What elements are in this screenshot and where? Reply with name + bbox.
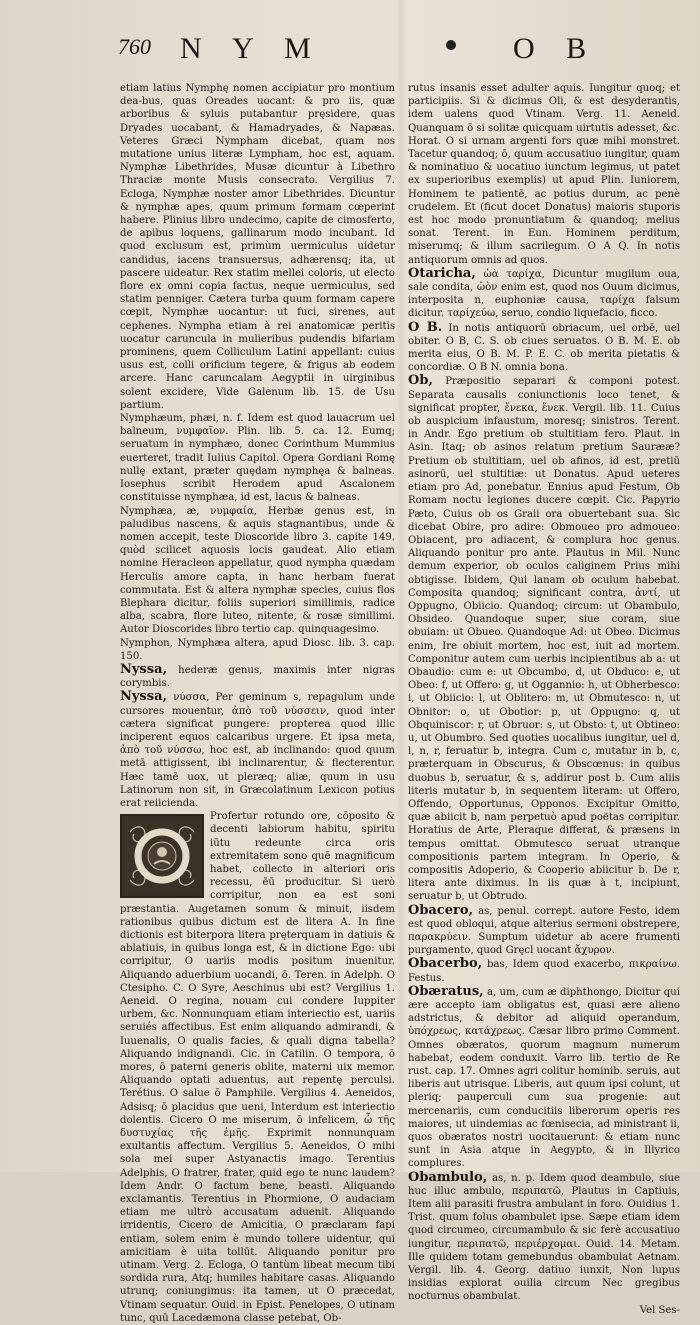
right-column [408, 82, 680, 1316]
catchword: Vel Ses- [639, 1304, 680, 1316]
obambulo-headword: Obambulo, [408, 1169, 488, 1185]
ob-preposition-entry [408, 374, 680, 903]
ob-abbrev-headword: O B. [408, 319, 443, 335]
decorated-initial-o [120, 814, 204, 898]
obaeratus-headword: Obæratus, [408, 983, 484, 999]
nyssa-entry [120, 663, 395, 690]
ob-abbrev-entry [408, 321, 680, 375]
header-right-letters: O B [513, 32, 599, 65]
nyssa-headword: Nyssa, [120, 661, 168, 677]
ob-preposition-definition: Præpositio separari & componi potest. Separata causalis coniunctionis loco tenet, & significat propter, ἕνεκα, ἕνεκ. Vergil. lib. 11. Cuius ob auspicium infaustum, moresq; sinistros. Terent. in Andr. Ego pretium ob stultitiam fero. Plaut. in Asin. Itaq; ob asinos relatum pretium Saurææ? Pretium ob stultitiam, uel ob afinos, id est, pretiū asinorū, uel stultitiæ: ut Donatus. Apud ueteres etiam pro Ad, ponebatur. Ennius apud Festum, Ob Romam noctu legiones ducere cœpit. Cic. Papyrio Pæto, Cuius ob os Graii ora obuertebant sua. Sic dicebat Obire, pro adire: Obmoueo pro admoueo: Obiacent, pro adiacent, & complura hoc genus. Aliquando ponitur pro ante. Plautus in Mil. Nunc demum experior, ob oculos caliginem Prius mihi obtigisse. Ibidem, Qui lanam ob oculum habebat. Composita quandoq; significant contra, ἀντί, ut Oppugno, Obiicio. Quandoq; circum: ut Obambulo, Obsideo. Quandoque super, siue coram, siue obuiam: ut Obueo. Quandoque Ad: ut Obeo. Dicimus enim, Ire obiuit mortem, hoc est, iuit ad mortem. Componitur autem cum uerbis incipientibus ab a: ut Obaudio: cum e: ut Obcumbo, d, ut Obduco: e, ut Obeo: f, ut Offero: g, ut Oggannio: h, ut Obherbesco: i, ut Obiicio: l, ut Oblitero: m, ut Obmutesco: n, ut Obnitor: o, ut Obotior: p, ut Oppugno: q, ut Obquiniscor: r, ut Obruor: s, ut Obsto: t, ut Obtineo: u, ut Obumbro. Sed quoties uocalibus iungitur, uel d, l, n, r, feruatur b, integra. Cum c, mutatur in b, c, præterquam in Obscurus, & Obscœnus: in quibus duobus b, seruatur, & s, addirur post b. Cum aliis literis mutatur b, in sequentem literam: ut Offero, Offendo, Opportunus, Opponos. Excipitur Omitto, quæ abiicit b, nam perpetuò apud poëtas corripitur. Horatius de Arte, Pleraque differat, & præsens in tempus omittat. Obmutesco seruat utranque compositionis partem integram. In Operio, & compositis Adoperio, & Cooperio abiicitur b. De r, litera ante diximus. In iis quæ à t, incipiunt, seruatur b, ut Obtrudo. [408, 376, 680, 903]
otaricha-headword: Otaricha, [408, 265, 476, 281]
nymphon-entry: Nymphon, Nymphæa altera, apud Diosc. lib. 3. cap. 150. [120, 637, 395, 662]
obacerbo-entry [408, 957, 680, 984]
obambulo-definition: as, n. p. Idem quod deambulo, siue huc illuc ambulo, περιπατῶ, Plautus in Captiuis, Item alii parasiti frustra ambulant in foro. Ouidius 1. Trist. quum folus obambulet ipse. Sæpe etiam idem quod circumeo, circumambulo & sic ferè accusatiuo iungitur, περιπατῶ, περιέρχομαι. Ouid. 14. Metam. Ille quidem totam gemebundus obambulat Aetnam. Vergil. lib. 4. Georg. datiuo iunxit, Non lupus insidias explorat ouilia circum Nec gregibus nocturnus obambulat. [408, 1172, 680, 1303]
obacerbo-headword: Obacerbo, [408, 956, 483, 972]
obacero-definition: as, penul. corrept. autore Festo, idem est quod obloqui, atque alterius sermoni obstrepere, παρακρύειν. Sumptum uidetur ab acere frumenti purgamento, quod Gręcl uocant ἄχυρον. [408, 905, 680, 957]
nyssa-second-headword: Nyssa, [120, 689, 168, 705]
header-ornament-dot [446, 40, 456, 50]
gutter-shadow [396, 0, 406, 1172]
header-left-letters: N Y M [180, 32, 323, 65]
letter-o-section [120, 810, 395, 1325]
letter-o-text: Profertur rotundo ore, cōposito & decenti labiorum habitu, spiritu iūtu redeunte circa oris extremitatem sono quē magnificum habet, collecto in alteriori oris recessu, ēū producitur. Si uerò corripitur, non ea est soni præstantia. Augetamen sonum & minuit, iisdem rationibus quibus dictum est de litera A. In fine dictionis est biterpora litera pręterquam in datiuis & ablatiuis, in quibus longa est, & in dictione Ego: ubi corripitur, O uariis modis positum inuenitur. Aliquando aduerbium uocandi, ō. Teren. in Adelph. O Ctesipho. C. O Syre, Aeschinus ubi est? Vergilius 1. Aeneid. O regina, nouam cui condere Iuppiter urbem, &c. Nonnunquam etiam interiectio est, uariis seruiés affectibus. Est enim aliquando admirandi, & Iuuenalis, O qualis facies, & quali digna tabella? Aliquando indignandi. Cic. in Catilin. O tempora, ō mores, ō paterni generis oblite, materni uix memor. Aliquando optati aduentus, aut repentę perculsi. Terétius. O salue ō Pamphile. Vergilius 4. Aeneidos, Adsisq; ō placidus que ueni, Interdum est interiectio dolentis. Cicero O me miserum, ō infelicem, ὦ τῆς δυστυχίας τῆς ἐμῆς. Exprimit nonnunquam exultantis affectum. Vergilius 5. Aeneidos, O mihi sola mei super Astyanactis imago. Terentius Adelphis, O fratrer, frater, quid ego te nunc laudem? Idem Andr. O factum bene, beasti. Aliquando exclamantis. Terentius in Phormione, O audaciam etiam me ultrò accusatum aduenit. Aliquando irridentis, Cicero de Amicitia, O præclaram fapi entiam, solem enim è mundo tollere uidentur, qui amicitiam è uita tollūt. Aliquando ponitur pro utinam. Verg. 2. Ecloga, O tantùm libeat mecum tibi sordida rura, Atq; humiles habitare casas. Aliquando utrunq; coniungimus: ita tamen, ut O præcedat, Vtinam sequatur. Ouid. in Epist. Penelopes, O utinam tunc, quū Lacedæmona classe petebat, Ob- [120, 811, 395, 1324]
ob-preposition-headword: Ob, [408, 373, 433, 389]
obaeratus-definition: a, um, cum æ diphthongo, Dicitur qui ære accepto iam obligatus est, quasi ære alieno adstrictus, & debitor ad aliquid operandum, ὑπόχρεως, κατάχρεως. Cæsar libro primo Comment. Omnes obæratos, quorum magnum numerum habebat, eodem conduxit. Varro lib. tertio de Re rust. cap. 17. Omnes agri colitur hominib. seruis, aut liberis aut utrisque. Liberis, aut quum ipsi colunt, ut pleriq; pauperculi cum sua progenie: aut mercenariis, cum conducitiis liberorum operis res maiores, ut uindemias ac fœnisecia, ad ministrant ii, quos obæratos nostri uocitauerunt: & etiam nunc sunt in Asia atque in Aegypto, & in Illyrico complures. [408, 986, 680, 1170]
nympha-entry-continued: etiam latius Nymphę nomen accipiatur pro montium dea-bus, quas Oreades uocant: & pro iis, quæ arboribus & syluis putabantur pręsidere, quas Dryades uocabant, & Hamadryades, & Napæas. Veteres Græci Nympham dicebat, quam nos mutatione unius literæ Lympham, hoc est, aquam. Nymphæ Libethrides, Musæ dicuntur à Libethro Thraciæ monte Musis consecrato. Vergilius 7. Ecloga, Nymphæ noster amor Libethrides. Dicuntur & nymphæ apes, quum primum formam cœperint habere. Plinius libro undecimo, capite de cimosferto, de apibus loquens, gallinarum modo incubant. Id quod exclusum est, primùm uermiculus uidetur candidus, iacens transuersus, adhærensq; ita, ut pascere uideatur. Rex statim mellei coloris, ut electo flore ex omni copia factus, neque uermiculus, sed statim penniger. Cætera turba quum formam capere cœpit, Nymphæ uocantur: ut fuci, sirenes, aut cephenes. Nympha etiam à rei anatomicæ peritis uocatur caruncula in mulieribus pudendis bifariam prominens, quem Colliculum Latini appellant: cuius usus est, colli orificium tegere, & frigus ab eodem arcere. Hanc caruncalam Aegyptii in uirginibus solent excidere, Vide Galenum lib. 15. de Usu partium. [120, 83, 395, 411]
nyssa-definition: hederæ genus, maximis inter nigras corymbis. [120, 664, 395, 690]
initial-o-ornament-icon [124, 818, 200, 894]
left-column [120, 82, 395, 1324]
running-head [118, 32, 660, 72]
otaricha-entry [408, 267, 680, 321]
otaricha-definition: ὠὰ ταρίχα, Dicuntur mugilum oua, sale condita, ὠὸν enim est, quod nos Ouum dicimus, interposita n, euphoniæ causa, ταρίχα falsum dicitur. ταρίχεύω, seruo, condio liquefacio, ficco. [408, 268, 680, 320]
nyssa-second-entry [120, 690, 395, 810]
ob-continued-text: rutus insanis esset adulter aquis. Iungitur quoq; et participiis. Si & dicimus Oli, & est desyderantis, idem ualens quod Vtinam. Verg. 11. Aeneid. Quanquam ō si solitæ quicquam uirtutis adesset, &c. Horat. O si urnam argenti fors quæ mihi monstret. Tacetur quandoq; ō, quum accusatiuo iungitur, quam & nominatiuo & uocatiuo iunctum legimus, ut patet ex superioribus exemplis) ut apud Plin. Iuniorem, Hominem te patientē, ac potius durum, ac penè crudelem. Et (ficut docet Donatus) maioris stuporis est hoc modo pronuntiatum & quandoq; melius sonat. Terent. in Eun. Hominem perditum, miserumq; & illum sacrilegum. O A Q. In notis antiquorum omnis ad quos. [408, 83, 680, 266]
nymphaea-entry: Nymphæa, æ, νυμφαία, Herbæ genus est, in paludibus nascens, & aquis stagnantibus, unde & nomen accepit, teste Dioscoride libro 3. capite 149. quòd scilicet aquosis locis gaudeat. Alio etiam nomine Heracleon appellatur, quod nympha quædam Herculis amore capta, in hanc herbam fuerat commutata. Est & altera nymphæ species, cuius flos Blephara dicitur, foliis superiori simillimis, radice alba, scabra, flore luteo, nitente, & rosæ simillimi. Autor Dioscorides libro tertio cap. quinquagesimo. [120, 505, 395, 636]
page-number: 760 [118, 34, 151, 59]
obacerbo-definition: bas, Idem quod exacerbo, πικραίνω. Festus. [408, 959, 680, 984]
obambulo-entry [408, 1171, 680, 1304]
nymphaeum-entry: Nymphæum, phæi, n. f. Idem est quod lauacrum uel balneum, νυμφαῖον. Plin. lib. 5. ca. 12. Eumq; seruatum in nymphæo, donec Corinthum Mummius euerteret, tradit Iulius Capitol. Opera Gordiani Romę nullę extant, præter quędam nymphęa & balneas. Iosephus scribit Herodem apud Ascalonem constituisse nymphæa, id est, lacus & balneas. [120, 413, 395, 504]
obacero-headword: Obacero, [408, 902, 474, 918]
nyssa-second-definition: νύσσα, Per geminum s, repagulum unde cursores mouentur, ἀπὸ τοῦ νύσσειν, quod inter cætera significat pungere: propterea quod illic inciperent equos calcaribus urgere. Et ipsa meta, ἀπὸ τοῦ νύσσω, hoc est, ab inclinando: quod quum metā attigissent, ibi inclinarentur, & flecterentur. Hæc tamē uox, ut pleræq; aliæ, quum in usu Latinorum non sit, in Græcolatinum Lexicon potius erat reiicienda. [120, 692, 395, 809]
ob-abbrev-definition: In notis antiquorū obriacum, uel orbē, uel obiter. O B, C. S. ob ciues seruatos. O B. M. E. ob merita eius, O B. M. P. E. C. ob merita pietatis & concordiæ. O B N. omnia bona. [408, 322, 680, 374]
obacero-entry [408, 904, 680, 958]
obaeratus-entry [408, 985, 680, 1171]
